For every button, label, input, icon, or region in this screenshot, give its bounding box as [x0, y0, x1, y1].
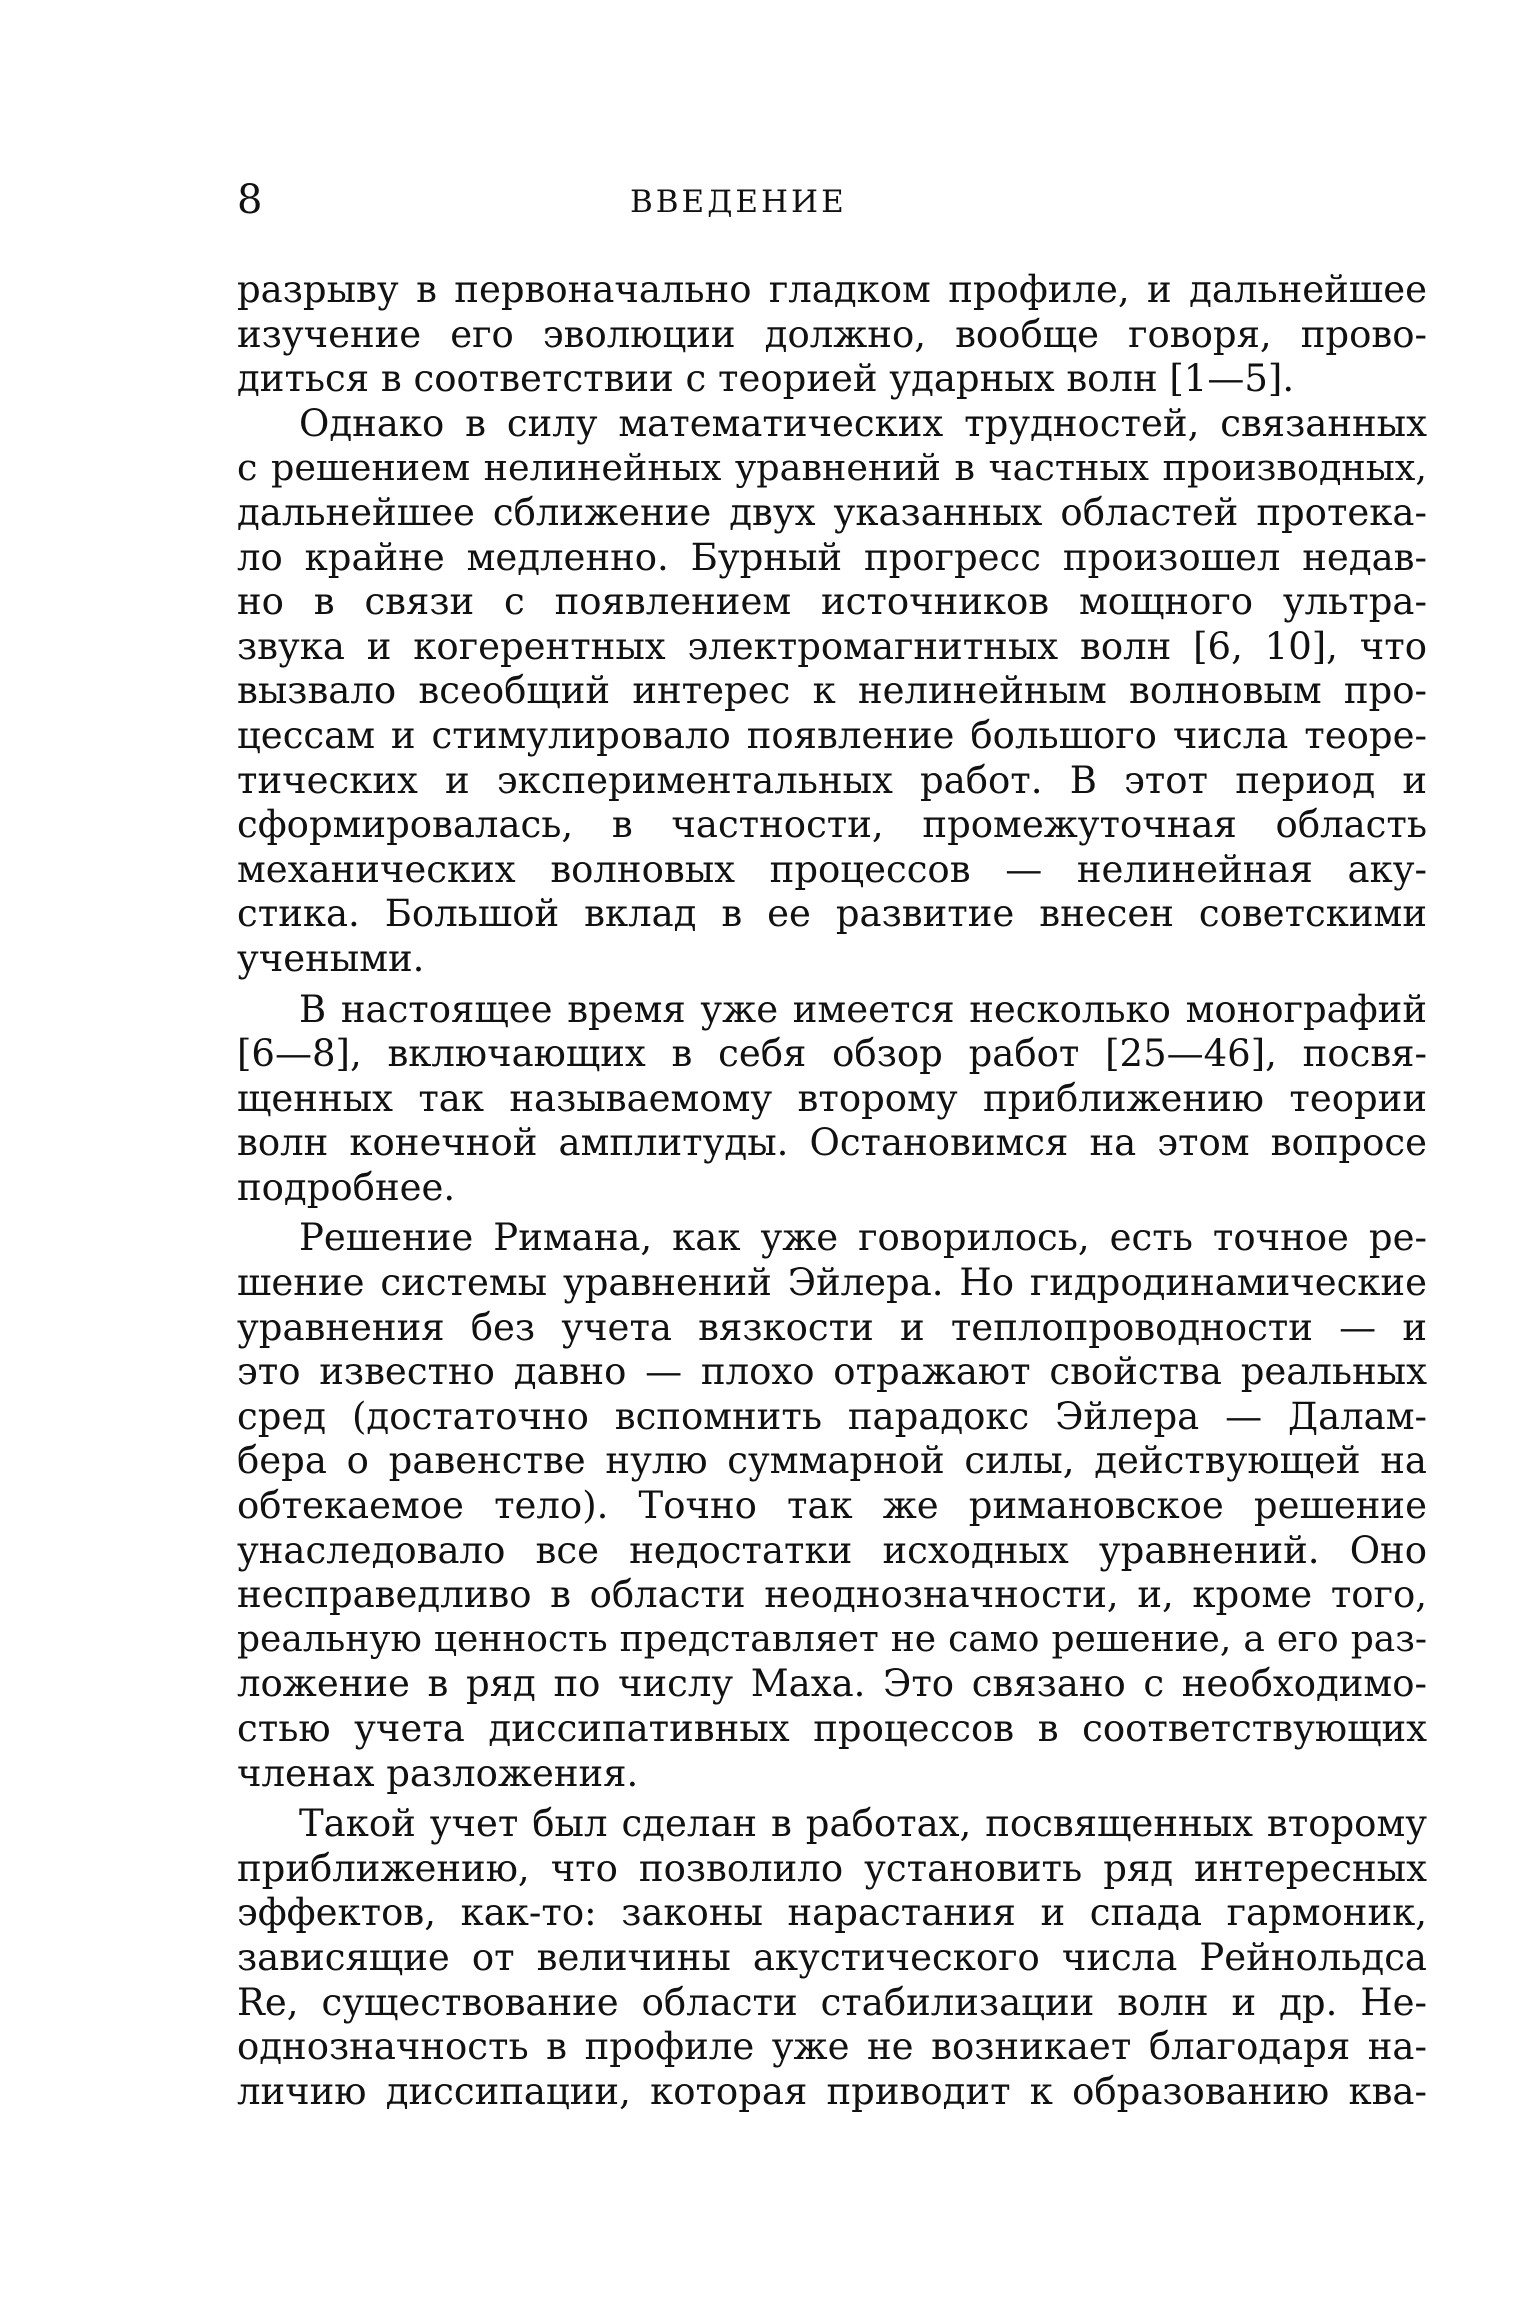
text-line: личию диссипации, которая приводит к образованию ква- — [237, 2069, 1427, 2113]
text-line: обтекаемое тело). Точно так же римановское решение — [237, 1484, 1427, 1528]
text-line: цессам и стимулировало появление большого числа теоре- — [237, 713, 1427, 757]
text-line: бера о равенстве нулю суммарной силы, действующей на — [237, 1439, 1427, 1483]
paragraph-3 — [237, 988, 1427, 1211]
text-line: подробнее. — [237, 1165, 456, 1209]
text-line: разрыву в первоначально гладком профиле, и дальнейшее — [237, 268, 1427, 311]
text-line: вызвало всеобщий интерес к нелинейным волновым про- — [237, 669, 1427, 713]
text-line: изучение его эволюции должно, вообще говоря, прово- — [237, 312, 1427, 356]
text-line: Re, существование области стабилизации волн и др. Не- — [237, 1980, 1427, 2024]
text-line: с решением нелинейных уравнений в частных производных, — [237, 446, 1427, 490]
text-line: это известно давно — плохо отражают свойства реальных — [237, 1350, 1427, 1394]
text-line: стью учета диссипативных процессов в соответствующих — [237, 1707, 1427, 1750]
text-line: стика. Большой вклад в ее развитие внесен советскими — [237, 892, 1427, 936]
paragraph-2 — [237, 402, 1427, 982]
text-line: звука и когерентных электромагнитных волн [6, 10], что — [237, 624, 1427, 668]
text-line: тических и экспериментальных работ. В этот период и — [237, 758, 1427, 802]
text-line: волн конечной амплитуды. Остановимся на этом вопросе — [237, 1121, 1427, 1165]
text-line: несправедливо в области неоднозначности, и, кроме того, — [237, 1573, 1427, 1617]
text-line: зависящие от величины акустического числа Рейнольдса — [237, 1935, 1427, 1979]
text-line: реальную ценность представляет не само решение, а его раз- — [237, 1618, 1427, 1660]
text-line: членах разложения. — [237, 1751, 639, 1795]
text-line: но в связи с появлением источников мощного ультра- — [237, 580, 1427, 624]
text-line: однозначность в профиле уже не возникает благодаря на- — [237, 2025, 1427, 2069]
body-text — [237, 268, 1427, 2114]
paragraph-4 — [237, 1216, 1427, 1796]
text-line: шение системы уравнений Эйлера. Но гидродинамические — [237, 1261, 1427, 1305]
text-line: дальнейшее сближение двух указанных областей протека- — [237, 490, 1427, 534]
text-line: уравнения без учета вязкости и теплопроводности — и — [237, 1305, 1427, 1349]
text-line: приближению, что позволило установить ряд интересных — [237, 1846, 1427, 1890]
paragraph-1 — [237, 268, 1427, 402]
text-line: ло крайне медленно. Бурный прогресс произошел недав- — [237, 535, 1427, 579]
running-head: ВВЕДЕНИЕ — [630, 184, 847, 220]
text-line: ложение в ряд по числу Маха. Это связано с необходимо- — [237, 1662, 1427, 1706]
paragraph-5 — [237, 1802, 1427, 2114]
page-number: 8 — [237, 177, 263, 223]
text-line: диться в соответствии с теорией ударных волн [1—5]. — [237, 357, 1295, 401]
text-line: В настоящее время уже имеется несколько монографий — [299, 987, 1427, 1031]
text-line: Решение Римана, как уже говорилось, есть точное ре- — [299, 1216, 1427, 1260]
text-line: Однако в силу математических трудностей, связанных — [299, 401, 1427, 445]
text-line: унаследовало все недостатки исходных уравнений. Оно — [237, 1528, 1427, 1572]
text-line: щенных так называемому второму приближению теории — [237, 1076, 1427, 1120]
text-line: сформировалась, в частности, промежуточная область — [237, 803, 1427, 847]
text-line: Такой учет был сделан в работах, посвященных второму — [299, 1802, 1427, 1846]
text-line: механических волновых процессов — нелинейная аку- — [237, 847, 1427, 891]
text-line: [6—8], включающих в себя обзор работ [25—46], посвя- — [237, 1032, 1427, 1076]
text-line: сред (достаточно вспомнить парадокс Эйлера — Далам- — [237, 1394, 1427, 1438]
text-line: учеными. — [237, 936, 425, 980]
text-line: эффектов, как-то: законы нарастания и спада гармоник, — [237, 1891, 1427, 1935]
